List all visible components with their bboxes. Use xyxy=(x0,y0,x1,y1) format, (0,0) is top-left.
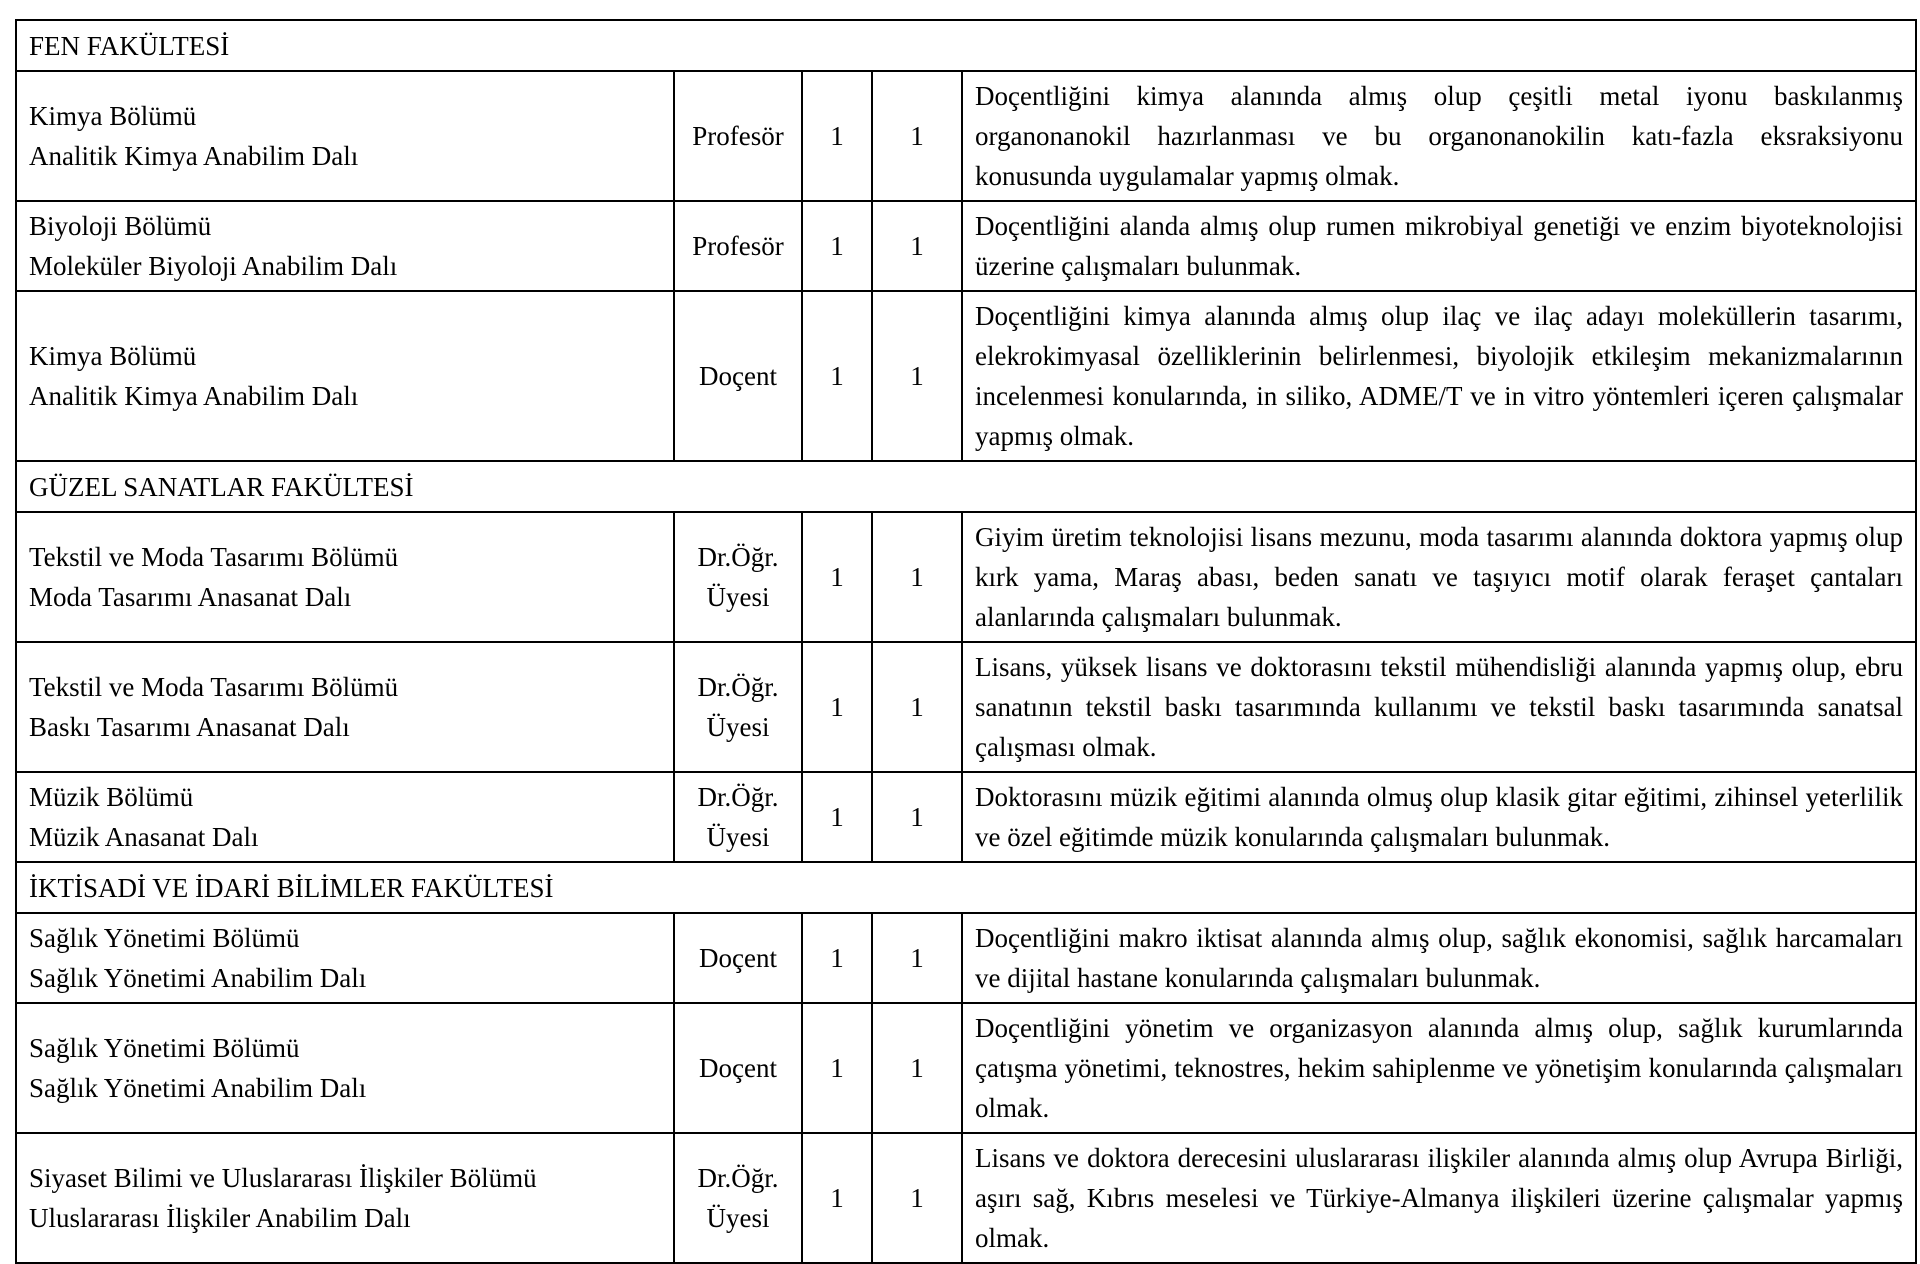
table-row xyxy=(16,772,1916,862)
faculty-name: GÜZEL SANATLAR FAKÜLTESİ xyxy=(16,461,1916,512)
criteria-text: Giyim üretim teknolojisi lisans mezunu, moda tasarımı alanında doktora yapmış olup kırk yama, Maraş abası, beden sanatı ve taşıyıcı motif olarak feraşet çantaları alanlarında çalışmaları bulunmak. xyxy=(962,512,1916,642)
count-b: 1 xyxy=(872,512,962,642)
table-row xyxy=(16,201,1916,291)
count-a: 1 xyxy=(802,291,872,461)
unit-cell xyxy=(16,1133,674,1263)
faculty-header-row xyxy=(16,862,1916,913)
academic-title: Dr.Öğr. xyxy=(697,782,779,812)
division-name: Analitik Kimya Anabilim Dalı xyxy=(29,141,359,171)
division-name: Sağlık Yönetimi Anabilim Dalı xyxy=(29,963,367,993)
department-name: Tekstil ve Moda Tasarımı Bölümü xyxy=(29,672,399,702)
count-a: 1 xyxy=(802,512,872,642)
unit-cell xyxy=(16,201,674,291)
unit-cell xyxy=(16,913,674,1003)
academic-title-suffix: Üyesi xyxy=(706,712,770,742)
faculty-header-row xyxy=(16,20,1916,71)
department-name: Sağlık Yönetimi Bölümü xyxy=(29,1033,300,1063)
count-b: 1 xyxy=(872,201,962,291)
department-name: Biyoloji Bölümü xyxy=(29,211,212,241)
criteria-text: Doktorasını müzik eğitimi alanında olmuş olup klasik gitar eğitimi, zihinsel yeterlilik ve özel eğitimde müzik konularında çalışmaları bulunmak. xyxy=(962,772,1916,862)
count-a: 1 xyxy=(802,1003,872,1133)
department-name: Tekstil ve Moda Tasarımı Bölümü xyxy=(29,542,399,572)
department-name: Siyaset Bilimi ve Uluslararası İlişkiler Bölümü xyxy=(29,1163,537,1193)
division-name: Moleküler Biyoloji Anabilim Dalı xyxy=(29,251,398,281)
count-b: 1 xyxy=(872,642,962,772)
title-cell xyxy=(674,1133,802,1263)
division-name: Sağlık Yönetimi Anabilim Dalı xyxy=(29,1073,367,1103)
title-cell xyxy=(674,772,802,862)
academic-title: Dr.Öğr. xyxy=(697,1163,779,1193)
division-name: Uluslararası İlişkiler Anabilim Dalı xyxy=(29,1203,411,1233)
count-b: 1 xyxy=(872,71,962,201)
table-body xyxy=(16,20,1916,1263)
division-name: Moda Tasarımı Anasanat Dalı xyxy=(29,582,352,612)
count-a: 1 xyxy=(802,642,872,772)
count-a: 1 xyxy=(802,913,872,1003)
academic-title: Profesör xyxy=(692,121,784,151)
count-a: 1 xyxy=(802,1133,872,1263)
criteria-text: Doçentliğini alanda almış olup rumen mikrobiyal genetiği ve enzim biyoteknolojisi üzerine çalışmaları bulunmak. xyxy=(962,201,1916,291)
division-name: Baskı Tasarımı Anasanat Dalı xyxy=(29,712,350,742)
faculty-name: FEN FAKÜLTESİ xyxy=(16,20,1916,71)
faculty-header-row xyxy=(16,461,1916,512)
criteria-text: Doçentliğini kimya alanında almış olup ilaç ve ilaç adayı moleküllerin tasarımı, elekrokimyasal özelliklerinin belirlenmesi, biyolojik etkileşim mekanizmalarının incelenmesi konularında, in siliko, ADME/T ve in vitro yöntemleri içeren çalışmalar yapmış olmak. xyxy=(962,291,1916,461)
count-b: 1 xyxy=(872,913,962,1003)
count-a: 1 xyxy=(802,71,872,201)
academic-title: Profesör xyxy=(692,231,784,261)
department-name: Müzik Bölümü xyxy=(29,782,194,812)
table-row xyxy=(16,1003,1916,1133)
criteria-text: Doçentliğini makro iktisat alanında almış olup, sağlık ekonomisi, sağlık harcamaları ve dijital hastane konularında çalışmaları bulunmak. xyxy=(962,913,1916,1003)
department-name: Kimya Bölümü xyxy=(29,341,197,371)
count-a: 1 xyxy=(802,772,872,862)
table-row xyxy=(16,71,1916,201)
academic-title-suffix: Üyesi xyxy=(706,822,770,852)
academic-title: Dr.Öğr. xyxy=(697,672,779,702)
unit-cell xyxy=(16,1003,674,1133)
academic-title: Dr.Öğr. xyxy=(697,542,779,572)
academic-title: Doçent xyxy=(699,361,777,391)
division-name: Müzik Anasanat Dalı xyxy=(29,822,259,852)
unit-cell xyxy=(16,772,674,862)
criteria-text: Doçentliğini kimya alanında almış olup çeşitli metal iyonu baskılanmış organonanokil hazırlanması ve bu organonanokilin katı-fazla eksraksiyonu konusunda uygulamalar yapmış olmak. xyxy=(962,71,1916,201)
faculty-positions-table xyxy=(15,19,1917,1264)
criteria-text: Lisans, yüksek lisans ve doktorasını tekstil mühendisliği alanında yapmış olup, ebru sanatının tekstil baskı tasarımında kullanımı ve tekstil baskı tasarımında sanatsal çalışması olmak. xyxy=(962,642,1916,772)
title-cell xyxy=(674,913,802,1003)
title-cell xyxy=(674,1003,802,1133)
title-cell xyxy=(674,201,802,291)
faculty-name: İKTİSADİ VE İDARİ BİLİMLER FAKÜLTESİ xyxy=(16,862,1916,913)
title-cell xyxy=(674,71,802,201)
unit-cell xyxy=(16,512,674,642)
department-name: Sağlık Yönetimi Bölümü xyxy=(29,923,300,953)
unit-cell xyxy=(16,642,674,772)
count-b: 1 xyxy=(872,1003,962,1133)
count-a: 1 xyxy=(802,201,872,291)
academic-title: Doçent xyxy=(699,1053,777,1083)
unit-cell xyxy=(16,71,674,201)
count-b: 1 xyxy=(872,291,962,461)
count-b: 1 xyxy=(872,1133,962,1263)
table-row xyxy=(16,1133,1916,1263)
count-b: 1 xyxy=(872,772,962,862)
table-row xyxy=(16,512,1916,642)
division-name: Analitik Kimya Anabilim Dalı xyxy=(29,381,359,411)
title-cell xyxy=(674,512,802,642)
academic-title: Doçent xyxy=(699,943,777,973)
table-row xyxy=(16,642,1916,772)
academic-title-suffix: Üyesi xyxy=(706,1203,770,1233)
unit-cell xyxy=(16,291,674,461)
criteria-text: Doçentliğini yönetim ve organizasyon alanında almış olup, sağlık kurumlarında çatışma yönetimi, teknostres, hekim sahiplenme ve yönetişim konularında çalışmaları olmak. xyxy=(962,1003,1916,1133)
title-cell xyxy=(674,642,802,772)
criteria-text: Lisans ve doktora derecesini uluslararası ilişkiler alanında almış olup Avrupa Birliği, aşırı sağ, Kıbrıs meselesi ve Türkiye-Almanya ilişkileri üzerine çalışmalar yapmış olmak. xyxy=(962,1133,1916,1263)
department-name: Kimya Bölümü xyxy=(29,101,197,131)
table-row xyxy=(16,291,1916,461)
academic-title-suffix: Üyesi xyxy=(706,582,770,612)
table-row xyxy=(16,913,1916,1003)
title-cell xyxy=(674,291,802,461)
